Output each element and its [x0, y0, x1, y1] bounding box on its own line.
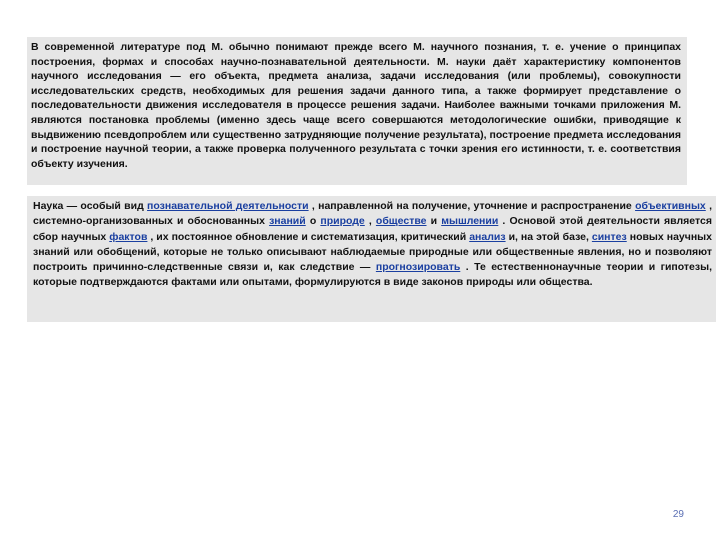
text-segment: о — [305, 215, 321, 228]
link-cognitive-activity[interactable]: познавательной деятельности — [147, 200, 309, 212]
text-segment: и — [426, 215, 442, 228]
text-segment: новых научных знаний или обобщений, которые не только описывают наблюдаемые природные или общественные явления, но и позволяют построить причинно-следственные связи и, как следствие — — [33, 230, 712, 274]
text-segment: , их постоянное обновление и систематизация, критический — [147, 230, 470, 243]
link-nature[interactable]: природе — [320, 215, 365, 228]
text-segment: Наука — особый вид — [33, 200, 148, 212]
text-segment: . Основой этой деятельности является сбор научных — [33, 215, 712, 243]
link-analysis[interactable]: анализ — [469, 230, 506, 243]
methodology-text-block — [27, 37, 687, 185]
science-definition-paragraph — [27, 196, 716, 291]
science-definition-block — [27, 196, 716, 322]
link-facts[interactable]: фактов — [109, 230, 148, 243]
text-segment: и, на этой базе, — [505, 230, 592, 243]
link-objective[interactable]: объективных — [635, 200, 706, 212]
text-segment: , системно-организованных и обоснованных — [33, 200, 712, 228]
link-forecast[interactable]: прогнозировать — [375, 261, 461, 274]
page-number: 29 — [672, 509, 684, 520]
link-society[interactable]: обществе — [375, 215, 427, 228]
link-thinking[interactable]: мышлении — [441, 215, 499, 228]
text-segment: , направленной на получение, уточнение и распространение — [308, 200, 636, 212]
text-segment: . Те естественнонаучные теории и гипотезы, которые подтверждаются фактами или опытами, формулируются в виде законов природы или общества. — [33, 261, 712, 289]
methodology-paragraph: В современной литературе под М. обычно понимают прежде всего М. научного познания, т. е. учение о принципах построения, формах и способах научно-познавательной деятельности. М. науки даёт характеристику компонентов научного исследования — его объекта, предмета анализа, задачи исследования (или проблемы), совокупности исследовательских средств, необходимых для решения задачи данного типа, а также формирует представление о последовательности движения исследователя в процессе решения задачи. Наиболее важными точками приложения М. являются постановка проблемы (именно здесь чаще всего совершаются методологические ошибки, приводящие к выдвижению псевдопроблем или существенно затрудняющие получение результата), построение предмета исследования и построение научной теории, а также проверка полученного результата с точки зрения его истинности, т. е. соответствия объекту изучения. — [31, 41, 681, 170]
text-segment: , — [364, 215, 376, 228]
link-synthesis[interactable]: синтез — [591, 230, 627, 243]
link-knowledge[interactable]: знаний — [269, 215, 306, 228]
